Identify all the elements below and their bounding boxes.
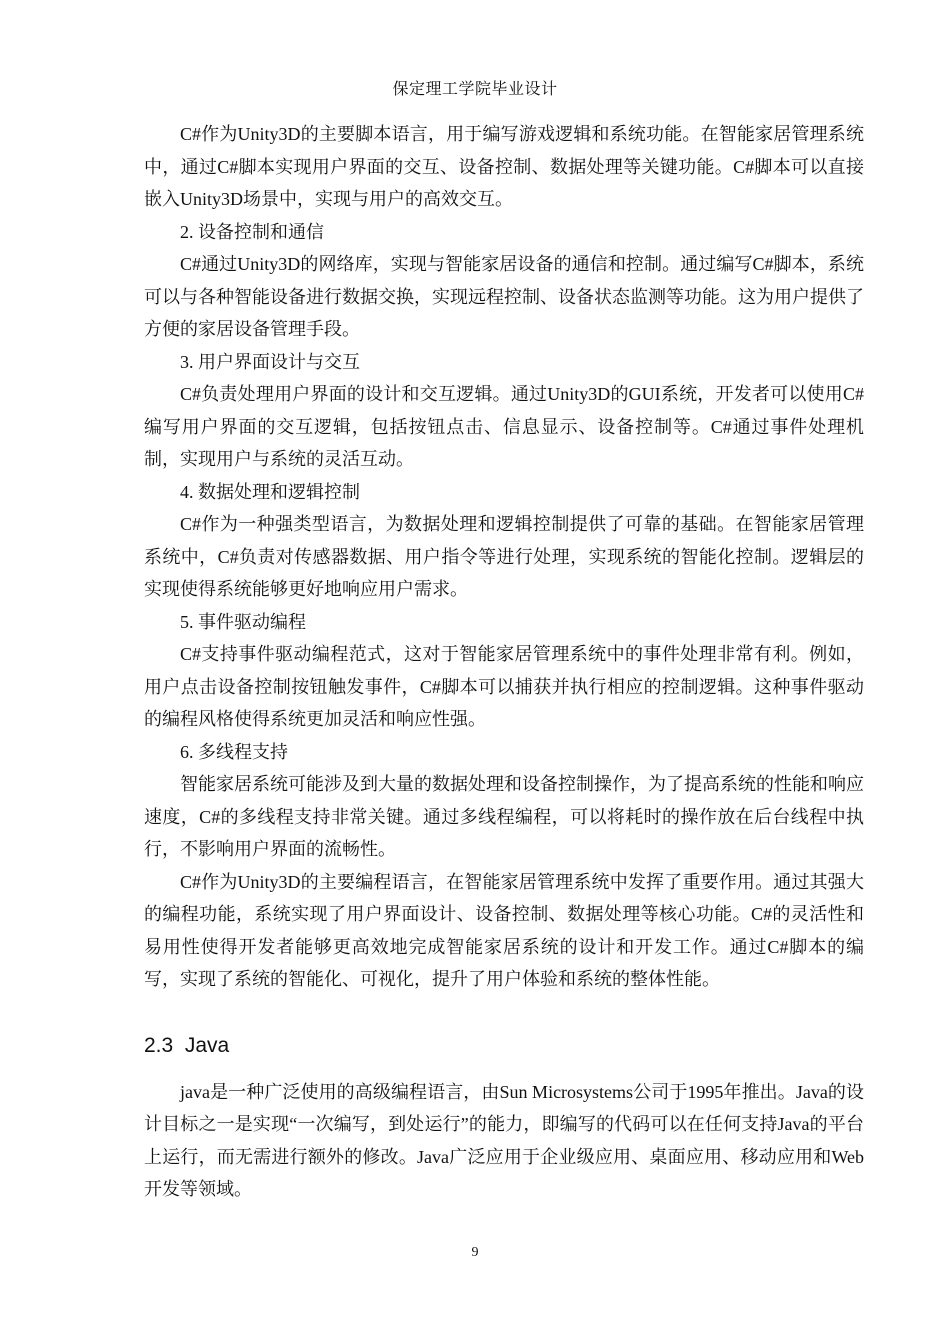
section-heading-java: 2.3 Java <box>144 1033 230 1057</box>
paragraph-csharp-intro: C#作为Unity3D的主要脚本语言，用于编写游戏逻辑和系统功能。在智能家居管理系统中，通过C#脚本实现用户界面的交互、设备控制、数据处理等关键功能。C#脚本可以直接嵌入Unity3D场景中，实现与用户的高效交互。 <box>144 124 864 209</box>
paragraph-multithreading: 智能家居系统可能涉及到大量的数据处理和设备控制操作，为了提高系统的性能和响应速度，C#的多线程支持非常关键。通过多线程编程，可以将耗时的操作放在后台线程中执行，不影响用户界面的流畅性。 <box>144 774 864 859</box>
paragraph-csharp-summary: C#作为Unity3D的主要编程语言，在智能家居管理系统中发挥了重要作用。通过其强大的编程功能，系统实现了用户界面设计、设备控制、数据处理等核心功能。C#的灵活性和易用性使得开发者能够更高效地完成智能家居系统的设计和开发工作。通过C#脚本的编写，实现了系统的智能化、可视化，提升了用户体验和系统的整体性能。 <box>144 871 864 989</box>
paragraph-event-driven: C#支持事件驱动编程范式，这对于智能家居管理系统中的事件处理非常有利。例如，用户点击设备控制按钮触发事件，C#脚本可以捕获并执行相应的控制逻辑。这种事件驱动的编程风格使得系统更加灵活和响应性强。 <box>144 644 864 729</box>
page-number: 9 <box>471 1245 479 1260</box>
item-heading-event-driven: 5. 事件驱动编程 <box>180 611 306 632</box>
paragraph-data-processing: C#作为一种强类型语言，为数据处理和逻辑控制提供了可靠的基础。在智能家居管理系统中，C#负责对传感器数据、用户指令等进行处理，实现系统的智能化控制。逻辑层的实现使得系统能够更好地响应用户需求。 <box>144 514 864 599</box>
item-heading-data-processing: 4. 数据处理和逻辑控制 <box>180 481 360 502</box>
paragraph-device-control: C#通过Unity3D的网络库，实现与智能家居设备的通信和控制。通过编写C#脚本，系统可以与各种智能设备进行数据交换，实现远程控制、设备状态监测等功能。这为用户提供了方便的家居设备管理手段。 <box>144 254 864 339</box>
item-heading-device-control: 2. 设备控制和通信 <box>180 221 324 242</box>
paragraph-ui-design: C#负责处理用户界面的设计和交互逻辑。通过Unity3D的GUI系统，开发者可以使用C#编写用户界面的交互逻辑，包括按钮点击、信息显示、设备控制等。C#通过事件处理机制，实现用户与系统的灵活互动。 <box>144 384 864 469</box>
item-heading-ui-design: 3. 用户界面设计与交互 <box>180 351 360 372</box>
page-header: 保定理工学院毕业设计 <box>392 81 558 98</box>
item-heading-multithreading: 6. 多线程支持 <box>180 741 288 762</box>
document-body <box>144 118 864 1206</box>
paragraph-java-intro: java是一种广泛使用的高级编程语言，由Sun Microsystems公司于1995年推出。Java的设计目标之一是实现“一次编写，到处运行”的能力，即编写的代码可以在任何支持Java的平台上运行，而无需进行额外的修改。Java广泛应用于企业级应用、桌面应用、移动应用和Web开发等领域。 <box>144 1081 864 1199</box>
